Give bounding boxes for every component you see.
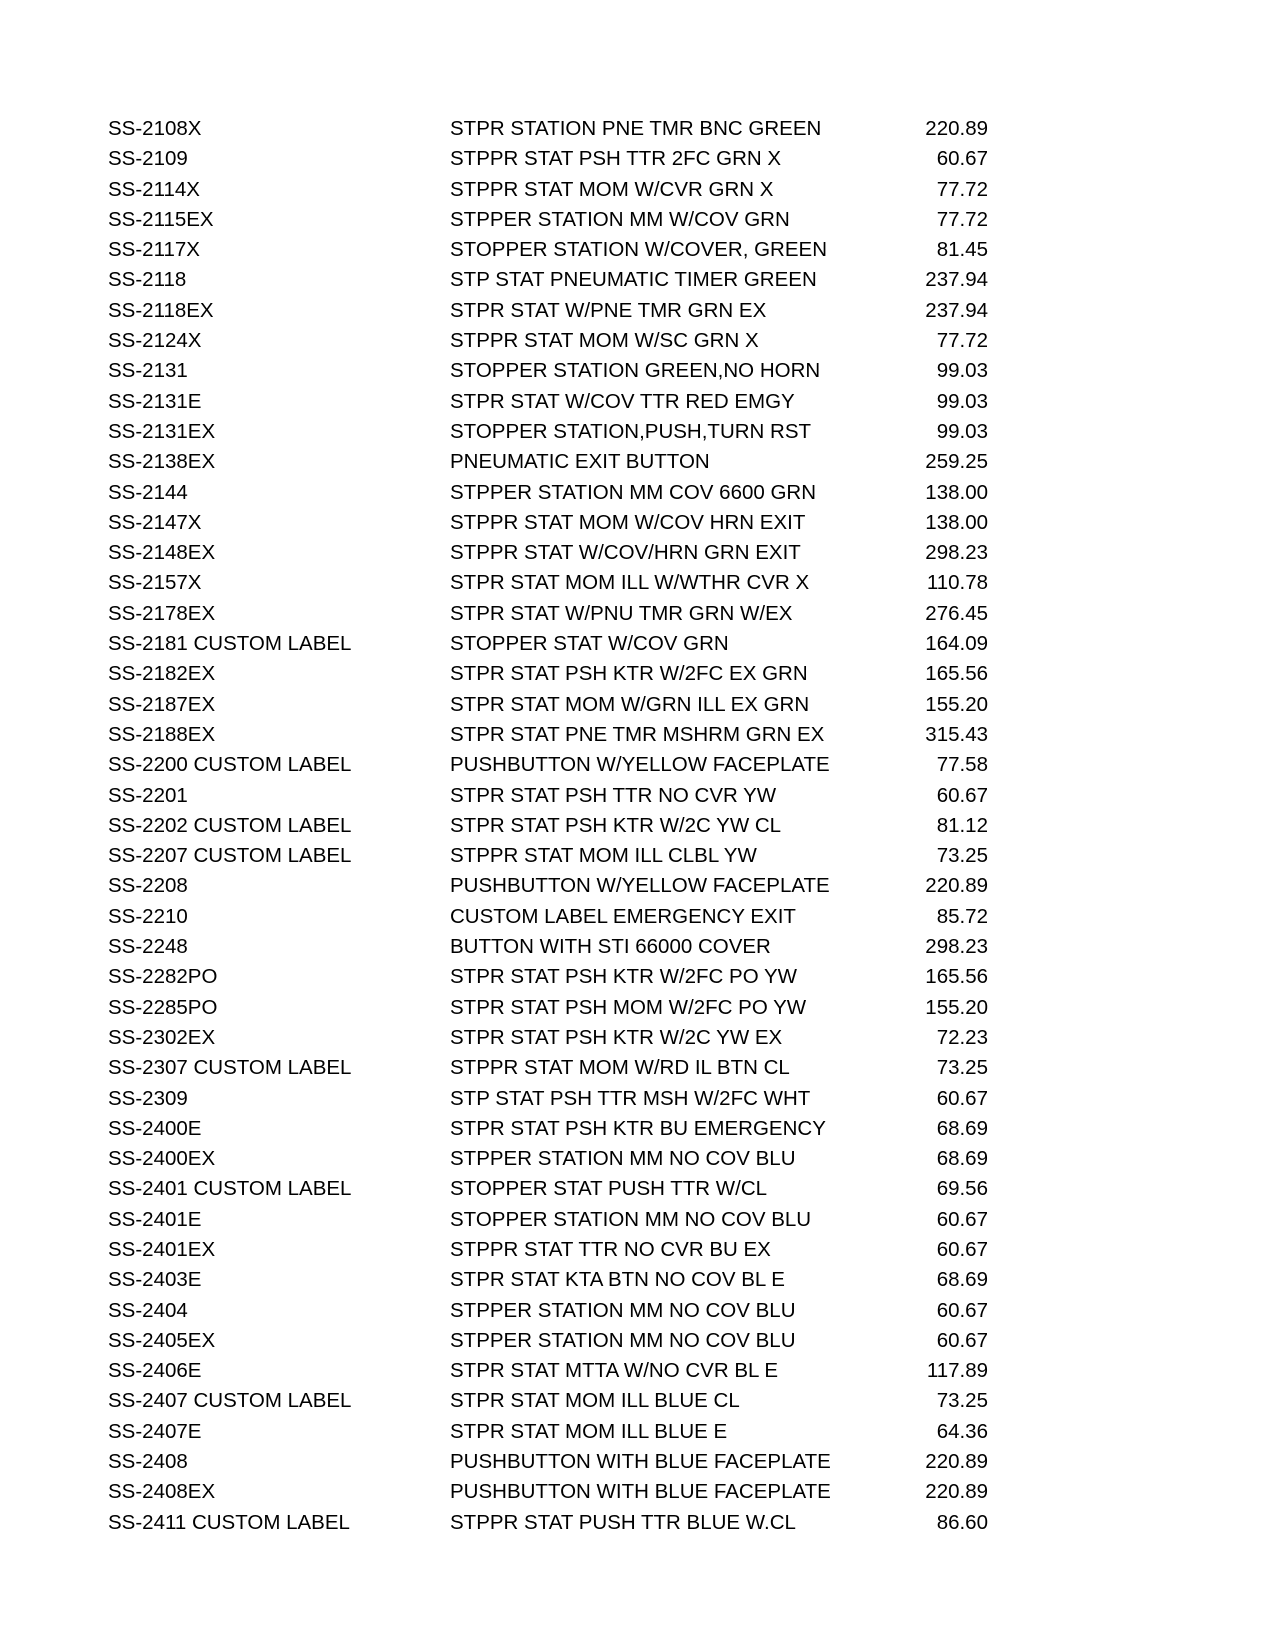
table-row xyxy=(108,205,988,235)
description-cell: PNEUMATIC EXIT BUTTON xyxy=(450,450,710,474)
table-row xyxy=(108,1447,988,1477)
sku-cell: SS-2118EX xyxy=(108,298,214,322)
sku-cell: SS-2210 xyxy=(108,904,188,928)
sku-cell: SS-2285PO xyxy=(108,995,218,1019)
sku-cell: SS-2407 CUSTOM LABEL xyxy=(108,1389,352,1413)
sku-cell: SS-2124X xyxy=(108,329,202,353)
sku-cell: SS-2411 CUSTOM LABEL xyxy=(108,1510,350,1534)
price-cell: 77.72 xyxy=(936,207,988,231)
table-row xyxy=(108,144,988,174)
description-cell: STPPR STAT PUSH TTR BLUE W.CL xyxy=(450,1510,796,1534)
sku-cell: SS-2188EX xyxy=(108,722,216,746)
description-cell: STOPPER STATION MM NO COV BLU xyxy=(450,1207,812,1231)
sku-cell: SS-2117X xyxy=(108,238,200,262)
description-cell: STPR STAT MTTA W/NO CVR BL E xyxy=(450,1359,779,1383)
table-row xyxy=(108,1084,988,1114)
description-cell: CUSTOM LABEL EMERGENCY EXIT xyxy=(450,904,796,928)
description-cell: STPR STAT W/PNE TMR GRN EX xyxy=(450,298,767,322)
sku-cell: SS-2403E xyxy=(108,1268,202,1292)
table-row xyxy=(108,568,988,598)
description-cell: STPPR STAT PSH TTR 2FC GRN X xyxy=(450,147,782,171)
description-cell: STP STAT PNEUMATIC TIMER GREEN xyxy=(450,268,817,292)
sku-cell: SS-2401E xyxy=(108,1207,202,1231)
description-cell: STPR STAT W/PNU TMR GRN W/EX xyxy=(450,601,793,625)
sku-cell: SS-2400E xyxy=(108,1116,202,1140)
description-cell: STPR STAT PNE TMR MSHRM GRN EX xyxy=(450,722,825,746)
price-list-table xyxy=(108,114,988,1538)
description-cell: STPPR STAT W/COV/HRN GRN EXIT xyxy=(450,541,801,565)
price-cell: 276.45 xyxy=(925,601,988,625)
description-cell: STOPPER STATION W/COVER, GREEN xyxy=(450,238,828,262)
description-cell: STPR STATION PNE TMR BNC GREEN xyxy=(450,117,822,140)
table-row xyxy=(108,599,988,629)
price-cell: 60.67 xyxy=(936,1298,988,1322)
description-cell: STPPER STATION MM W/COV GRN xyxy=(450,207,790,231)
sku-cell: SS-2307 CUSTOM LABEL xyxy=(108,1056,352,1080)
table-row xyxy=(108,1235,988,1265)
table-row xyxy=(108,1023,988,1053)
price-cell: 298.23 xyxy=(925,935,988,959)
table-row xyxy=(108,750,988,780)
sku-cell: SS-2201 xyxy=(108,783,188,807)
price-cell: 220.89 xyxy=(925,874,988,898)
sku-cell: SS-2282PO xyxy=(108,965,218,989)
sku-cell: SS-2157X xyxy=(108,571,202,595)
sku-cell: SS-2401 CUSTOM LABEL xyxy=(108,1177,352,1201)
sku-cell: SS-2187EX xyxy=(108,692,216,716)
sku-cell: SS-2208 xyxy=(108,874,188,898)
sku-cell: SS-2405EX xyxy=(108,1328,216,1352)
sku-cell: SS-2178EX xyxy=(108,601,216,625)
description-cell: STPR STAT PSH KTR W/2FC EX GRN xyxy=(450,662,808,686)
description-cell: PUSHBUTTON W/YELLOW FACEPLATE xyxy=(450,874,830,898)
description-cell: STPR STAT MOM ILL W/WTHR CVR X xyxy=(450,571,810,595)
description-cell: STPR STAT PSH KTR BU EMERGENCY xyxy=(450,1116,826,1140)
table-row xyxy=(108,114,988,144)
price-cell: 138.00 xyxy=(925,480,988,504)
description-cell: STPR STAT PSH KTR W/2C YW CL xyxy=(450,813,782,837)
price-cell: 220.89 xyxy=(925,117,988,140)
table-row xyxy=(108,1508,988,1538)
description-cell: STPPER STATION MM NO COV BLU xyxy=(450,1298,796,1322)
table-row xyxy=(108,811,988,841)
sku-cell: SS-2114X xyxy=(108,177,200,201)
price-cell: 110.78 xyxy=(926,571,988,595)
price-cell: 69.56 xyxy=(936,1177,988,1201)
sku-cell: SS-2401EX xyxy=(108,1237,216,1261)
table-row xyxy=(108,629,988,659)
table-row xyxy=(108,720,988,750)
sku-cell: SS-2131 xyxy=(108,359,188,383)
description-cell: STPPR STAT MOM ILL CLBL YW xyxy=(450,844,757,868)
sku-cell: SS-2248 xyxy=(108,935,188,959)
table-row xyxy=(108,659,988,689)
price-cell: 259.25 xyxy=(925,450,988,474)
price-cell: 99.03 xyxy=(936,359,988,383)
sku-cell: SS-2182EX xyxy=(108,662,216,686)
description-cell: PUSHBUTTON W/YELLOW FACEPLATE xyxy=(450,753,830,777)
description-cell: STOPPER STATION,PUSH,TURN RST xyxy=(450,419,812,443)
price-cell: 68.69 xyxy=(936,1268,988,1292)
price-cell: 73.25 xyxy=(936,844,988,868)
table-row xyxy=(108,871,988,901)
price-cell: 77.58 xyxy=(936,753,988,777)
price-cell: 72.23 xyxy=(936,1025,988,1049)
price-cell: 155.20 xyxy=(925,692,988,716)
description-cell: STPR STAT PSH KTR W/2C YW EX xyxy=(450,1025,783,1049)
price-cell: 164.09 xyxy=(925,632,988,656)
table-row xyxy=(108,902,988,932)
price-cell: 60.67 xyxy=(936,783,988,807)
description-cell: STP STAT PSH TTR MSH W/2FC WHT xyxy=(450,1086,811,1110)
sku-cell: SS-2148EX xyxy=(108,541,216,565)
description-cell: STPR STAT MOM ILL BLUE CL xyxy=(450,1389,740,1413)
price-cell: 85.72 xyxy=(936,904,988,928)
sku-cell: SS-2200 CUSTOM LABEL xyxy=(108,753,352,777)
price-cell: 68.69 xyxy=(936,1116,988,1140)
table-row xyxy=(108,932,988,962)
description-cell: STPR STAT W/COV TTR RED EMGY xyxy=(450,389,795,413)
table-row xyxy=(108,417,988,447)
price-cell: 60.67 xyxy=(936,1328,988,1352)
table-row xyxy=(108,508,988,538)
description-cell: STPR STAT PSH TTR NO CVR YW xyxy=(450,783,777,807)
price-cell: 68.69 xyxy=(936,1147,988,1171)
table-row xyxy=(108,296,988,326)
price-cell: 60.67 xyxy=(936,1237,988,1261)
table-row xyxy=(108,265,988,295)
table-row xyxy=(108,690,988,720)
sku-cell: SS-2309 xyxy=(108,1086,188,1110)
table-row xyxy=(108,1114,988,1144)
sku-cell: SS-2181 CUSTOM LABEL xyxy=(108,632,352,656)
sku-cell: SS-2408 xyxy=(108,1450,188,1474)
price-cell: 237.94 xyxy=(925,268,988,292)
table-row xyxy=(108,1356,988,1386)
description-cell: BUTTON WITH STI 66000 COVER xyxy=(450,935,771,959)
table-row xyxy=(108,175,988,205)
table-row xyxy=(108,1174,988,1204)
sku-cell: SS-2202 CUSTOM LABEL xyxy=(108,813,352,837)
price-cell: 155.20 xyxy=(925,995,988,1019)
price-cell: 81.45 xyxy=(936,238,988,262)
price-cell: 298.23 xyxy=(925,541,988,565)
price-cell: 64.36 xyxy=(936,1419,988,1443)
price-cell: 237.94 xyxy=(925,298,988,322)
price-cell: 77.72 xyxy=(936,329,988,353)
table-row xyxy=(108,538,988,568)
price-cell: 77.72 xyxy=(936,177,988,201)
table-row xyxy=(108,1053,988,1083)
table-row xyxy=(108,235,988,265)
table-row xyxy=(108,962,988,992)
table-row xyxy=(108,1296,988,1326)
table-row xyxy=(108,1477,988,1507)
sku-cell: SS-2400EX xyxy=(108,1147,216,1171)
description-cell: STPR STAT MOM W/GRN ILL EX GRN xyxy=(450,692,810,716)
price-cell: 73.25 xyxy=(936,1389,988,1413)
table-row xyxy=(108,841,988,871)
description-cell: PUSHBUTTON WITH BLUE FACEPLATE xyxy=(450,1450,831,1474)
description-cell: STOPPER STAT W/COV GRN xyxy=(450,632,729,656)
price-cell: 60.67 xyxy=(936,1207,988,1231)
description-cell: STOPPER STAT PUSH TTR W/CL xyxy=(450,1177,768,1201)
sku-cell: SS-2118 xyxy=(108,268,187,292)
description-cell: STOPPER STATION GREEN,NO HORN xyxy=(450,359,821,383)
price-cell: 60.67 xyxy=(936,147,988,171)
table-row xyxy=(108,1265,988,1295)
price-cell: 220.89 xyxy=(925,1480,988,1504)
sku-cell: SS-2404 xyxy=(108,1298,188,1322)
price-cell: 73.25 xyxy=(936,1056,988,1080)
sku-cell: SS-2131EX xyxy=(108,419,216,443)
table-row xyxy=(108,781,988,811)
sku-cell: SS-2109 xyxy=(108,147,188,171)
description-cell: STPR STAT KTA BTN NO COV BL E xyxy=(450,1268,785,1292)
table-row xyxy=(108,993,988,1023)
description-cell: STPPER STATION MM NO COV BLU xyxy=(450,1328,796,1352)
price-cell: 165.56 xyxy=(925,662,988,686)
sku-cell: SS-2131E xyxy=(108,389,202,413)
table-row xyxy=(108,1205,988,1235)
description-cell: STPPR STAT MOM W/COV HRN EXIT xyxy=(450,510,806,534)
sku-cell: SS-2108X xyxy=(108,117,202,140)
sku-cell: SS-2302EX xyxy=(108,1025,216,1049)
price-cell: 138.00 xyxy=(925,510,988,534)
description-cell: STPPR STAT MOM W/CVR GRN X xyxy=(450,177,774,201)
description-cell: STPPER STATION MM NO COV BLU xyxy=(450,1147,796,1171)
description-cell: STPPER STATION MM COV 6600 GRN xyxy=(450,480,817,504)
table-row xyxy=(108,1386,988,1416)
table-row xyxy=(108,478,988,508)
description-cell: STPPR STAT MOM W/RD IL BTN CL xyxy=(450,1056,790,1080)
description-cell: STPPR STAT TTR NO CVR BU EX xyxy=(450,1237,771,1261)
description-cell: STPR STAT PSH KTR W/2FC PO YW xyxy=(450,965,798,989)
price-cell: 81.12 xyxy=(936,813,988,837)
table-row xyxy=(108,1326,988,1356)
price-cell: 315.43 xyxy=(925,722,988,746)
sku-cell: SS-2147X xyxy=(108,510,202,534)
sku-cell: SS-2408EX xyxy=(108,1480,216,1504)
price-cell: 60.67 xyxy=(936,1086,988,1110)
table-row xyxy=(108,1144,988,1174)
description-cell: PUSHBUTTON WITH BLUE FACEPLATE xyxy=(450,1480,831,1504)
description-cell: STPR STAT PSH MOM W/2FC PO YW xyxy=(450,995,807,1019)
price-cell: 165.56 xyxy=(925,965,988,989)
sku-cell: SS-2115EX xyxy=(108,207,214,231)
sku-cell: SS-2138EX xyxy=(108,450,216,474)
price-cell: 99.03 xyxy=(936,389,988,413)
price-cell: 117.89 xyxy=(926,1359,988,1383)
price-cell: 220.89 xyxy=(925,1450,988,1474)
description-cell: STPR STAT MOM ILL BLUE E xyxy=(450,1419,728,1443)
sku-cell: SS-2407E xyxy=(108,1419,202,1443)
sku-cell: SS-2406E xyxy=(108,1359,202,1383)
table-row xyxy=(108,387,988,417)
price-cell: 99.03 xyxy=(936,419,988,443)
table-row xyxy=(108,356,988,386)
description-cell: STPPR STAT MOM W/SC GRN X xyxy=(450,329,759,353)
table-row xyxy=(108,1417,988,1447)
table-row xyxy=(108,326,988,356)
sku-cell: SS-2207 CUSTOM LABEL xyxy=(108,844,352,868)
price-cell: 86.60 xyxy=(936,1510,988,1534)
table-row xyxy=(108,447,988,477)
sku-cell: SS-2144 xyxy=(108,480,188,504)
